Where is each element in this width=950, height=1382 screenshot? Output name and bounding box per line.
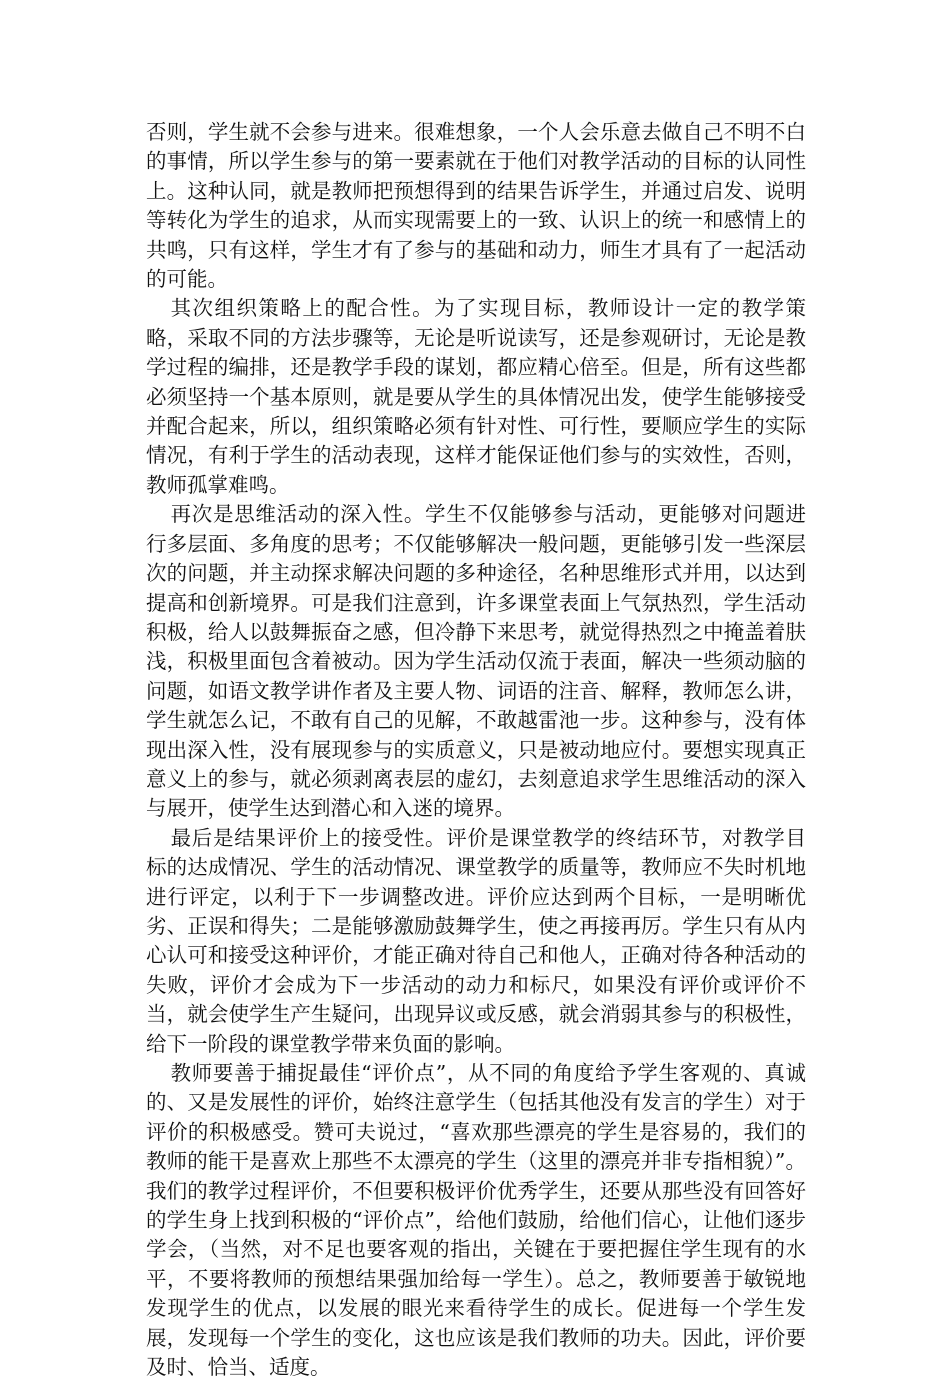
paragraph-evaluation-point: 教师要善于捕捉最佳“评价点”，从不同的角度给予学生客观的、真诚的、又是发展性的评价，始终注意学生（包括其他没有发言的学生）对于评价的积极感受。赞可夫说过，“喜欢那些漂亮的学生是容易的，我们的教师的能干是喜欢上那些不太漂亮的学生（这里的漂亮并非专指相貌）”。我们的教学过程评价，不但要积极评价优秀学生，还要从那些没有回答好的学生身上找到积极的“评价点”，给他们鼓励，给他们信心，让他们逐步学会，（当然，对不足也要客观的指出，关键在于要把握住学生现有的水平，不要将教师的预想结果强加给每一学生）。总之，教师要善于敏锐地发现学生的优点，以发展的眼光来看待学生的成长。促进每一个学生发展，发现每一个学生的变化，这也应该是我们教师的功夫。因此，评价要及时、恰当、适度。 xyxy=(146,1061,806,1380)
paragraph-thinking-depth: 再次是思维活动的深入性。学生不仅能够参与活动，更能够对问题进行多层面、多角度的思考；不仅能够解决一般问题，更能够引发一些深层次的问题，并主动探求解决问题的多种途径，名种思维形式并用，以达到提高和创新境界。可是我们注意到，许多课堂表面上气氛热烈，学生活动积极，给人以鼓舞振奋之感，但冷静下来思考，就觉得热烈之中掩盖着肤浅，积极里面包含着被动。因为学生活动仅流于表面，解决一些须动脑的问题，如语文教学讲作者及主要人物、词语的注音、解释，教师怎么讲，学生就怎么记，不敢有自己的见解，不敢越雷池一步。这种参与，没有体现出深入性，没有展现参与的实质意义，只是被动地应付。要想实现真正意义上的参与，就必须剥离表层的虚幻，去刻意追求学生思维活动的深入与展开，使学生达到潜心和入迷的境界。 xyxy=(146,502,806,821)
document-page xyxy=(146,118,806,1382)
paragraph-evaluation-acceptance: 最后是结果评价上的接受性。评价是课堂教学的终结环节，对教学目标的达成情况、学生的活动情况、课堂教学的质量等，教师应不失时机地进行评定，以利于下一步调整改进。评价应达到两个目标，一是明晰优劣、正误和得失；二是能够激励鼓舞学生，使之再接再厉。学生只有从内心认可和接受这种评价，才能正确对待自己和他人，正确对待各种活动的失败，评价才会成为下一步活动的动力和标尺，如果没有评价或评价不当，就会使学生产生疑问，出现异议或反感，就会消弱其参与的积极性，给下一阶段的课堂教学带来负面的影响。 xyxy=(146,825,806,1056)
paragraph-organization-strategy: 其次组织策略上的配合性。为了实现目标，教师设计一定的教学策略，采取不同的方法步骤等，无论是听说读写，还是参观研讨，无论是教学过程的编排，还是教学手段的谋划，都应精心倍至。但是，所有这些都必须坚持一个基本原则，就是要从学生的具体情况出发，使学生能够接受并配合起来，所以，组织策略必须有针对性、可行性，要顺应学生的实际情况，有利于学生的活动表现，这样才能保证他们参与的实效性，否则，教师孤掌难鸣。 xyxy=(146,296,806,497)
paragraph-continuation: 否则，学生就不会参与进来。很难想象，一个人会乐意去做自己不明不白的事情，所以学生参与的第一要素就在于他们对教学活动的目标的认同性上。这种认同，就是教师把预想得到的结果告诉学生，并通过启发、说明等转化为学生的追求，从而实现需要上的一致、认识上的统一和感情上的共鸣，只有这样，学生才有了参与的基础和动力，师生才具有了一起活动的可能。 xyxy=(146,120,806,292)
